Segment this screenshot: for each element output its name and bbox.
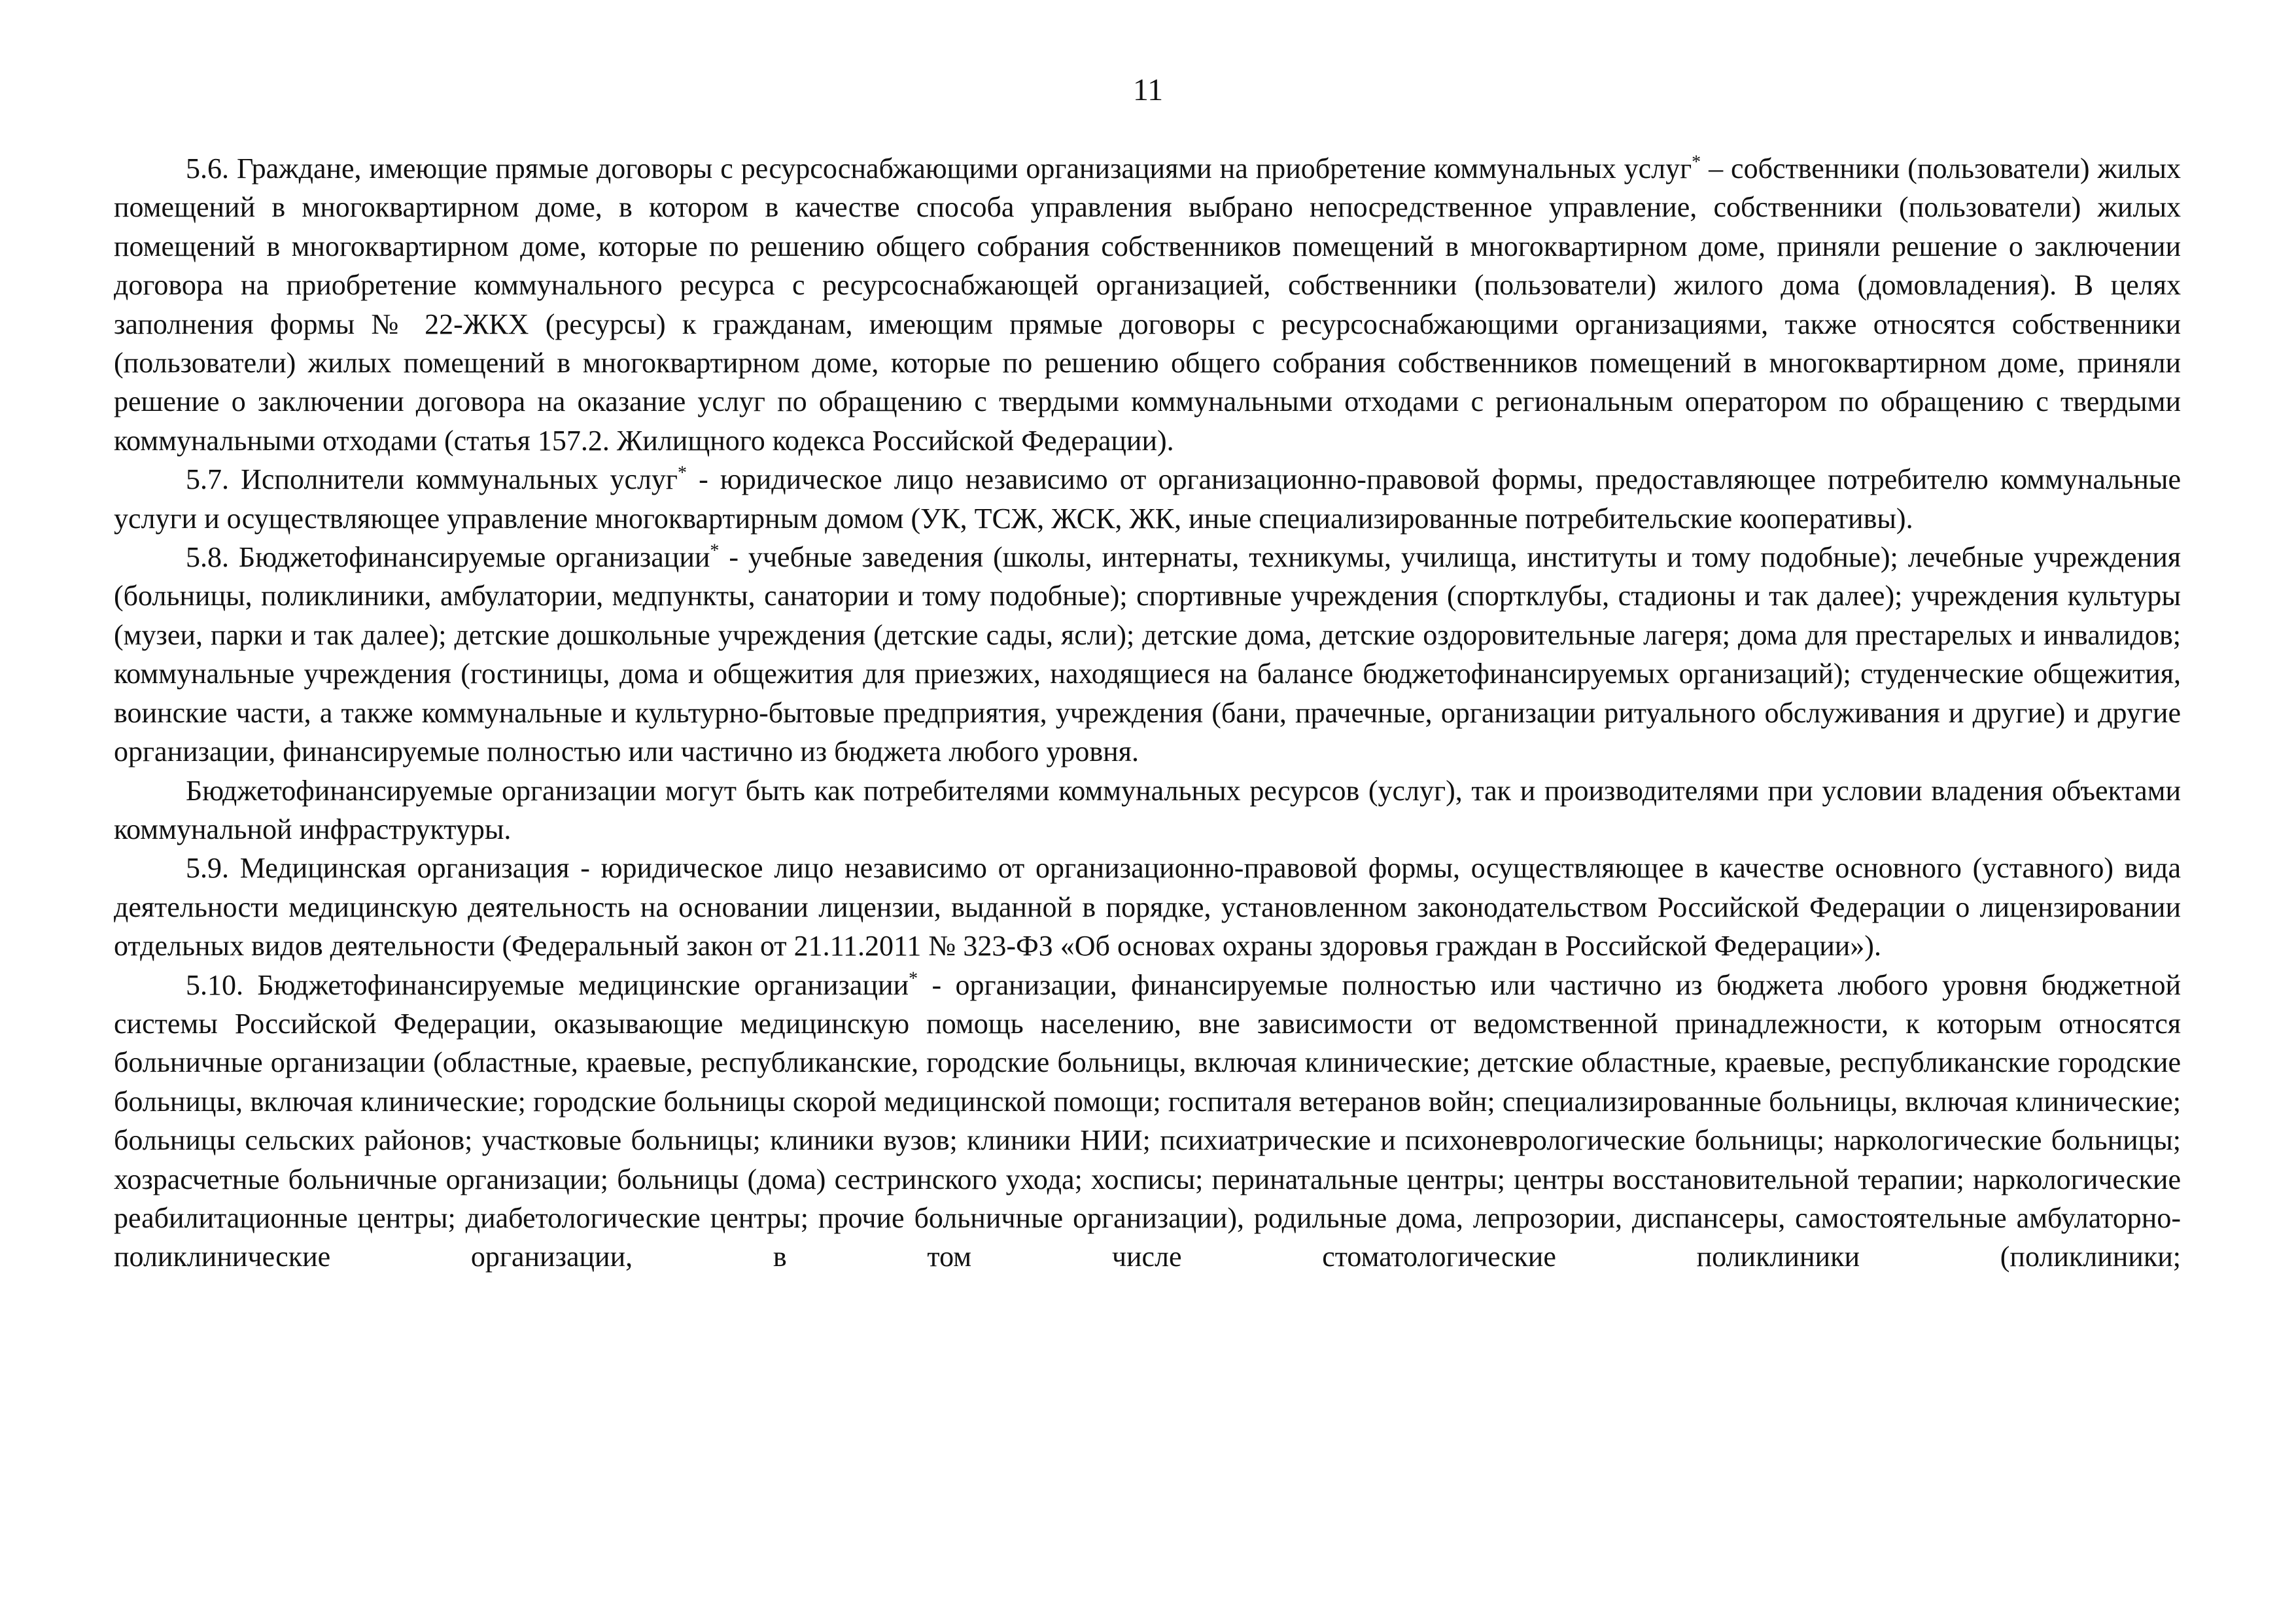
footnote-asterisk: * bbox=[710, 540, 720, 561]
paragraph-number: 5.8. bbox=[186, 541, 229, 574]
paragraph-number: 5.6. bbox=[186, 152, 229, 185]
defined-term: Граждане, имеющие прямые договоры с ресурсоснабжающими организациями на приобретение коммунальных услуг bbox=[236, 152, 1692, 185]
paragraph-text: - юридическое лицо независимо от организационно-правовой формы, осуществляющее в качестве основного (уставного) вида деятельности медицинскую деятельность на основании лицензии, выданной в порядке, установленном законодательством Российской Федерации о лицензировании отдельных видов деятельности (Федеральный закон от 21.11.2011 № 323-ФЗ «Об основах охраны здоровья граждан в Российской Федерации»). bbox=[114, 852, 2181, 962]
paragraph-5-8-note bbox=[114, 771, 2181, 849]
defined-term: Исполнители коммунальных услуг bbox=[241, 463, 678, 496]
paragraph-text: - организации, финансируемые полностью или частично из бюджета любого уровня бюджетной системы Российской Федерации, оказывающие медицинскую помощь населению, вне зависимости от ведомственной принадлежности, к которым относятся больничные организации (областные, краевые, республиканские, городские больницы, включая клинические; детские областные, краевые, республиканские городские больницы, включая клинические; городские больницы скорой медицинской помощи; госпиталя ветеранов войн; специализированные больницы, включая клинические; больницы сельских районов; участковые больницы; клиники вузов; клиники НИИ; психиатрические и психоневрологические больницы; наркологические больницы; хозрасчетные больничные организации; больницы (дома) сестринского ухода; хосписы; перинатальные центры; центры восстановительной терапии; наркологические реабилитационные центры; диабетологические центры; прочие больничные организации), родильные дома, лепрозории, диспансеры, самостоятельные амбулаторно-поликлинические организации, в том числе стоматологические поликлиники (поликлиники; bbox=[114, 968, 2182, 1273]
paragraph-text: – собственники (пользователи) жилых помещений в многоквартирном доме, в котором в качестве способа управления выбрано непосредственное управление, собственники (пользователи) жилых помещений в многоквартирном доме, которые по решению общего собрания собственников помещений в многоквартирном доме, приняли решение о заключении договора на приобретение коммунального ресурса с ресурсоснабжающей организацией, собственники (пользователи) жилого дома (домовладения). В целях заполнения формы № 22-ЖКХ (ресурсы) к гражданам, имеющим прямые договоры с ресурсоснабжающими организациями, также относятся собственники (пользователи) жилых помещений в многоквартирном доме, которые по решению общего собрания собственников помещений в многоквартирном доме, приняли решение о заключении договора на оказание услуг по обращению с твердыми коммунальными отходами с региональным оператором по обращению с твердыми коммунальными отходами (статья 157.2. Жилищного кодекса Российской Федерации). bbox=[114, 152, 2181, 457]
paragraph-text: - учебные заведения (школы, интернаты, техникумы, училища, институты и тому подобные); лечебные учреждения (больницы, поликлиники, амбулатории, медпункты, санатории и тому подобные); спортивные учреждения (спортклубы, стадионы и так далее); учреждения культуры (музеи, парки и так далее); детские дошкольные учреждения (детские сады, ясли); детские дома, детские оздоровительные лагеря; дома для престарелых и инвалидов; коммунальные учреждения (гостиницы, дома и общежития для приезжих, находящиеся на балансе бюджетофинансируемых организаций); студенческие общежития, воинские части, а также коммунальные и культурно-бытовые предприятия, учреждения (бани, прачечные, организации ритуального обслуживания и другие) и другие организации, финансируемые полностью или частично из бюджета любого уровня. bbox=[114, 541, 2181, 768]
defined-term: Бюджетофинансируемые организации bbox=[238, 541, 710, 574]
footnote-asterisk: * bbox=[909, 968, 918, 989]
paragraph-text: - юридическое лицо независимо от организационно-правовой формы, предоставляющее потребителю коммунальные услуги и осуществляющее управление многоквартирным домом (УК, ТСЖ, ЖСК, ЖК, иные специализированные потребительские кооперативы). bbox=[114, 463, 2181, 535]
paragraph-text: Бюджетофинансируемые организации могут быть как потребителями коммунальных ресурсов (услуг), так и производителями при условии владения объектами коммунальной инфраструктуры. bbox=[114, 774, 2181, 845]
paragraph-number: 5.9. bbox=[186, 852, 229, 885]
defined-term: Бюджетофинансируемые медицинские организации bbox=[257, 968, 909, 1001]
document-body bbox=[114, 149, 2181, 1277]
footnote-asterisk: * bbox=[677, 463, 687, 484]
paragraph-number: 5.10. bbox=[186, 968, 243, 1001]
paragraph-5-6 bbox=[114, 149, 2181, 460]
paragraph-5-8 bbox=[114, 538, 2181, 771]
defined-term: Медицинская организация bbox=[239, 852, 570, 885]
page-number: 11 bbox=[1132, 73, 1164, 107]
paragraph-5-10 bbox=[114, 966, 2181, 1277]
footnote-asterisk: * bbox=[1692, 152, 1701, 173]
paragraph-5-7 bbox=[114, 460, 2181, 538]
paragraph-number: 5.7. bbox=[186, 463, 229, 496]
paragraph-5-9 bbox=[114, 849, 2181, 965]
